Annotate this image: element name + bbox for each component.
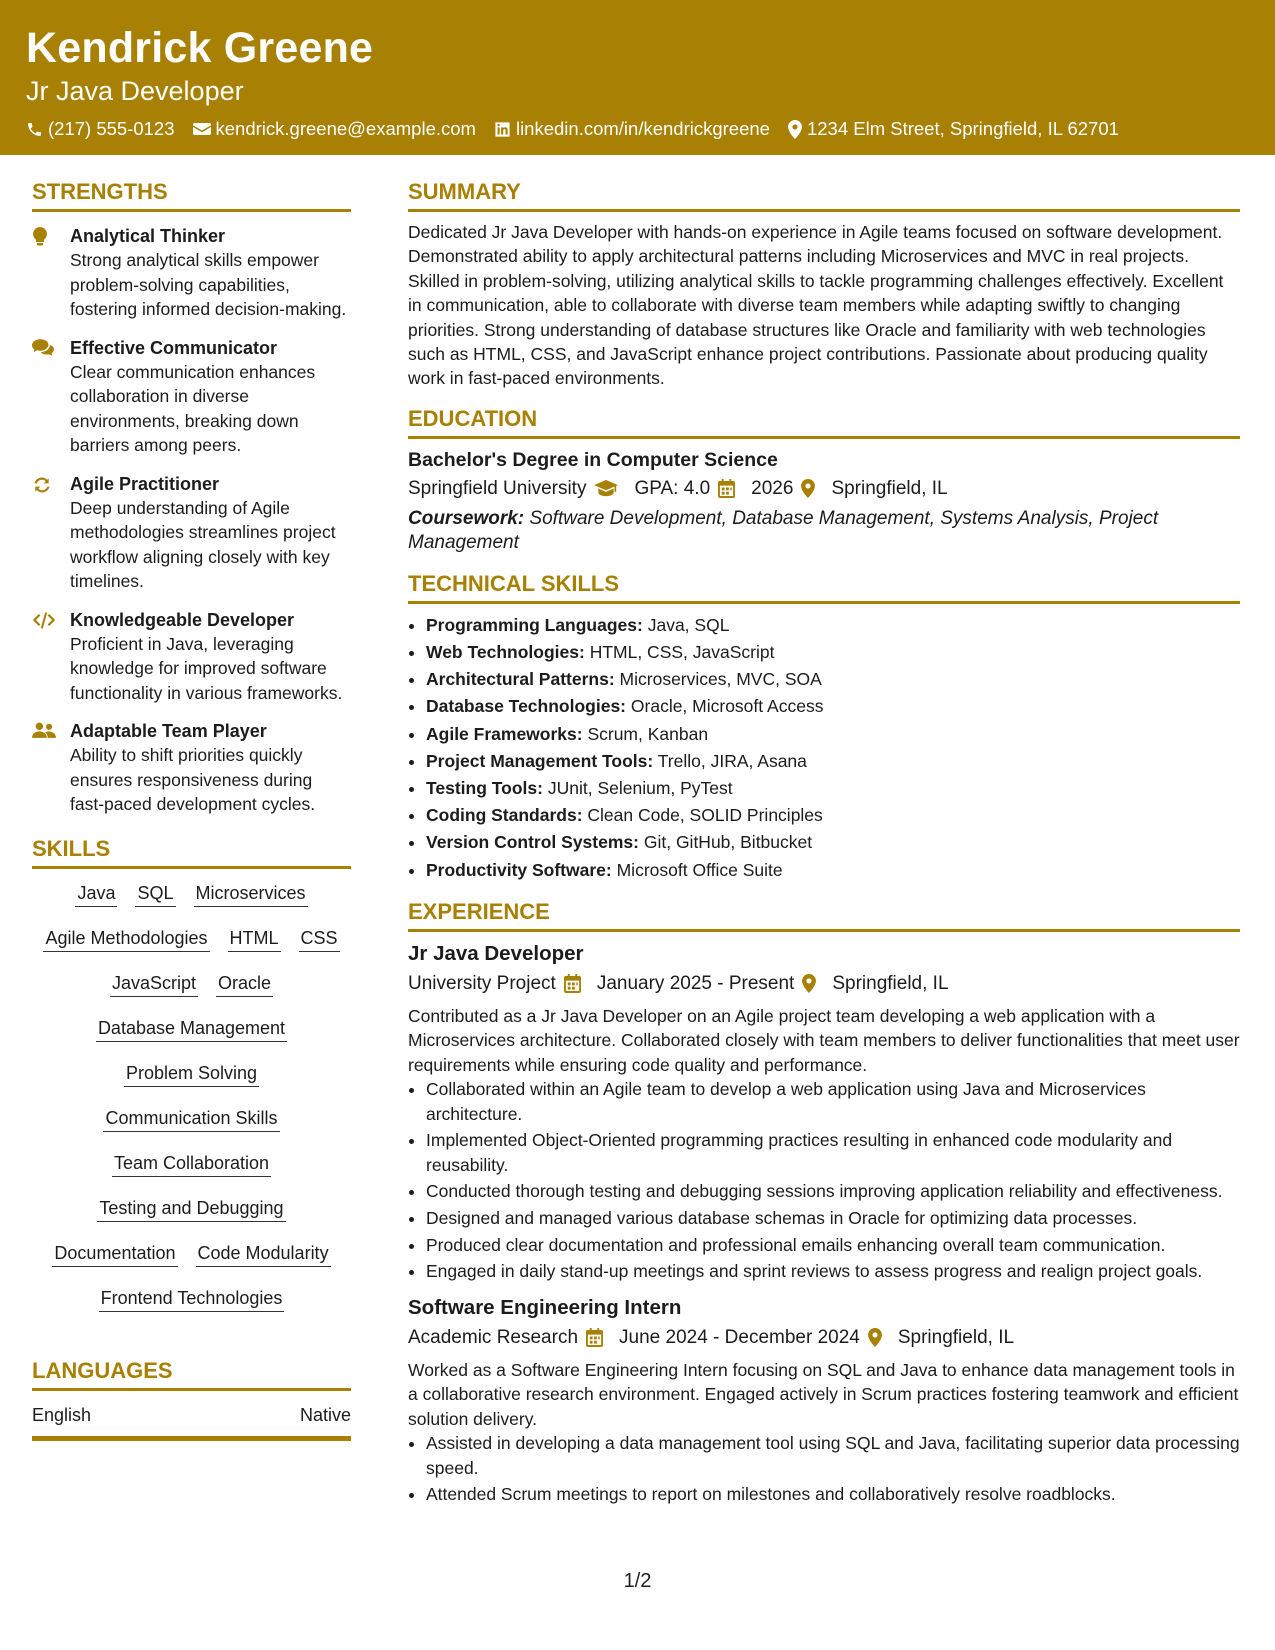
- skill-label: Productivity Software:: [426, 859, 612, 880]
- degree-title: Bachelor's Degree in Computer Science: [408, 448, 778, 471]
- strength-title: Effective Communicator: [70, 337, 278, 358]
- skill-tag: JavaScript: [110, 971, 198, 997]
- skills-tags: [32, 881, 351, 1331]
- job-location: Springfield, IL: [832, 972, 949, 994]
- skill-tag: Communication Skills: [103, 1106, 279, 1132]
- strengths-heading: STRENGTHS: [32, 178, 351, 212]
- skill-label: Web Technologies:: [426, 642, 585, 663]
- job-role: Jr Java Developer: [408, 941, 584, 965]
- list-item: [426, 802, 1240, 829]
- calendar-icon: [586, 1328, 603, 1347]
- contact-phone: [26, 118, 175, 140]
- job-title: Jr Java Developer: [26, 76, 244, 106]
- strength-desc: Strong analytical skills empower problem-solving capabilities, fostering informed decision-making.: [70, 250, 347, 319]
- chat-bubbles-icon: [32, 339, 54, 356]
- job-entry: [408, 1294, 1240, 1507]
- list-item: • Collaborated within an Agile team to develop a web application using Java and Microservices architecture.: [426, 1077, 1240, 1126]
- contact-bar: [26, 118, 1275, 140]
- list-item: • Implemented Object-Oriented programming practices resulting in enhanced code modularity and reusability.: [426, 1128, 1240, 1177]
- phone-text: (217) 555-0123: [48, 118, 175, 139]
- map-pin-icon: [801, 479, 815, 498]
- sync-icon: [32, 475, 52, 495]
- skill-value: Git, GitHub, Bitbucket: [643, 832, 813, 853]
- list-item: [426, 829, 1240, 856]
- skill-value: JUnit, Selenium, PyTest: [547, 778, 733, 799]
- resume-header: [0, 0, 1275, 155]
- graduation-year: 2026: [751, 477, 794, 499]
- skill-label: Coding Standards:: [426, 805, 583, 826]
- strength-desc: Proficient in Java, leveraging knowledge for improved software functionality in various frameworks.: [70, 633, 343, 703]
- calendar-icon: [564, 974, 581, 993]
- list-item: • Assisted in developing a data management tool using SQL and Java, facilitating superior data processing speed.: [426, 1431, 1240, 1480]
- strength-desc: Ability to shift priorities quickly ensures responsiveness during fast-paced development cycles.: [70, 745, 316, 814]
- language-row: [32, 1405, 351, 1441]
- strength-desc: Deep understanding of Agile methodologies streamlines project workflow aligning closely with key timelines.: [70, 497, 336, 591]
- skill-value: Clean Code, SOLID Principles: [587, 805, 823, 826]
- contact-linkedin[interactable]: [494, 118, 770, 140]
- list-item: [426, 639, 1240, 666]
- strength-title: Analytical Thinker: [70, 226, 226, 246]
- strength-item: [32, 472, 351, 594]
- lightbulb-icon: [32, 227, 48, 247]
- email-text: kendrick.greene@example.com: [215, 118, 476, 139]
- job-meta: [408, 1324, 1240, 1352]
- candidate-name: Kendrick Greene: [26, 24, 374, 72]
- summary-heading: SUMMARY: [408, 178, 1240, 212]
- left-column: [32, 178, 351, 1441]
- strength-title: Agile Practitioner: [70, 473, 220, 494]
- linkedin-text: linkedin.com/in/kendrickgreene: [515, 118, 770, 139]
- list-item: • Engaged in daily stand-up meetings and sprint reviews to assess progress and realign project goals.: [426, 1259, 1240, 1284]
- skill-tag: Microservices: [194, 881, 308, 907]
- job-dates: January 2025 - Present: [596, 972, 795, 994]
- language-level: Native: [299, 1404, 351, 1425]
- graduation-cap-icon: [594, 480, 618, 497]
- skill-tag: Problem Solving: [124, 1061, 259, 1087]
- skill-tag: Code Modularity: [196, 1241, 331, 1267]
- skill-tag: Documentation: [52, 1241, 177, 1267]
- skill-label: Agile Frameworks:: [426, 723, 583, 744]
- experience-heading: EXPERIENCE: [408, 898, 1240, 932]
- summary-text: Dedicated Jr Java Developer with hands-on experience in Agile teams focused on software development. Demonstrated ability to apply architectural patterns including Microservices and MVC in real projects. Skilled in problem-solving, utilizing analytical skills to tackle programming challenges effectively. Excellent in communication, able to collaborate with diverse team members while adapting swiftly to changing priorities. Strong understanding of database structures like Oracle and familiarity with web technologies such as HTML, CSS, and JavaScript enhance project contributions. Passionate about producing quality work in fast-paced environments.: [408, 222, 1224, 389]
- contact-email[interactable]: [193, 118, 476, 140]
- skill-value: Java, SQL: [647, 614, 730, 635]
- list-item: • Conducted thorough testing and debugging sessions improving application reliability and effectiveness.: [426, 1179, 1240, 1204]
- coursework-text: Software Development, Database Management, Systems Analysis, Project Management: [408, 507, 1159, 554]
- skill-label: Version Control Systems:: [426, 832, 639, 853]
- list-item: • Designed and managed various database schemas in Oracle for optimizing data processes.: [426, 1206, 1240, 1231]
- list-item: [426, 857, 1240, 884]
- technical-skills-section: [408, 570, 1240, 884]
- job-role: Software Engineering Intern: [408, 1295, 682, 1319]
- strength-title: Adaptable Team Player: [70, 721, 267, 741]
- coursework-label: Coursework:: [408, 507, 525, 529]
- education-heading: EDUCATION: [408, 405, 1240, 439]
- strength-item: [32, 336, 351, 458]
- summary-section: [408, 178, 1240, 391]
- contact-address: [788, 118, 1119, 140]
- gpa-text: GPA: 4.0: [634, 477, 711, 499]
- strength-item: [32, 224, 351, 322]
- job-location: Springfield, IL: [897, 1326, 1015, 1348]
- education-section: [408, 405, 1240, 556]
- list-item: • Produced clear documentation and professional emails enhancing overall team communication.: [426, 1233, 1240, 1258]
- school-location: Springfield, IL: [831, 477, 948, 499]
- skill-tag: Testing and Debugging: [97, 1196, 285, 1222]
- education-meta: [408, 475, 1240, 503]
- skill-label: Database Technologies:: [426, 696, 627, 717]
- skill-value: Microsoft Office Suite: [616, 859, 783, 880]
- map-pin-icon: [802, 974, 816, 993]
- technical-skills-heading: TECHNICAL SKILLS: [408, 570, 1240, 604]
- code-icon: [32, 611, 56, 629]
- page-number: 1/2: [623, 1570, 652, 1592]
- job-bullets: [408, 1431, 1240, 1507]
- job-meta: [408, 970, 1240, 998]
- job-description: Worked as a Software Engineering Intern focusing on SQL and Java to enhance data management tools in a collaborative research environment. Engaged actively in Scrum practices fostering teamwork and efficient solution delivery.: [408, 1359, 1239, 1429]
- skill-tag: Database Management: [96, 1016, 287, 1042]
- map-pin-icon: [788, 120, 802, 139]
- skill-tag: Java: [75, 881, 117, 907]
- list-item: [426, 666, 1240, 693]
- skill-label: Testing Tools:: [426, 778, 543, 799]
- strength-title: Knowledgeable Developer: [70, 609, 295, 630]
- skill-value: HTML, CSS, JavaScript: [589, 642, 775, 663]
- skill-label: Programming Languages:: [426, 614, 643, 635]
- skill-value: Trello, JIRA, Asana: [657, 750, 807, 771]
- strength-desc: Clear communication enhances collaboration in diverse environments, breaking down barriers among peers.: [70, 361, 316, 455]
- skills-heading: SKILLS: [32, 835, 351, 869]
- languages-heading: LANGUAGES: [32, 1357, 351, 1391]
- skill-label: Project Management Tools:: [426, 750, 654, 771]
- strength-item: [32, 608, 351, 706]
- job-org: Academic Research: [408, 1326, 579, 1348]
- skill-tag: HTML: [228, 926, 281, 952]
- right-column: [408, 178, 1240, 1509]
- phone-icon: [26, 121, 43, 138]
- list-item: [426, 775, 1240, 802]
- linkedin-icon: [494, 121, 511, 138]
- skill-tag: Oracle: [216, 971, 273, 997]
- skill-label: Architectural Patterns:: [426, 669, 615, 690]
- skill-tag: Frontend Technologies: [99, 1286, 285, 1312]
- job-org: University Project: [408, 972, 556, 994]
- list-item: • Attended Scrum meetings to report on milestones and collaboratively resolve roadblocks.: [426, 1482, 1240, 1507]
- job-bullets: [408, 1077, 1240, 1284]
- skill-value: Scrum, Kanban: [587, 723, 709, 744]
- skill-value: Oracle, Microsoft Access: [630, 696, 824, 717]
- skill-tag: Agile Methodologies: [43, 926, 209, 952]
- list-item: [426, 721, 1240, 748]
- job-description: Contributed as a Jr Java Developer on an Agile project team developing a web application with a Microservices architecture. Collaborated closely with team members to deliver functionalities that meet user requirements while ensuring code quality and performance.: [408, 1005, 1240, 1075]
- skill-value: Microservices, MVC, SOA: [619, 669, 822, 690]
- language-name: English: [32, 1404, 92, 1425]
- strengths-list: [32, 224, 351, 817]
- skill-tag: CSS: [299, 926, 340, 952]
- map-pin-icon: [868, 1328, 882, 1347]
- address-text: 1234 Elm Street, Springfield, IL 62701: [806, 118, 1119, 139]
- users-icon: [32, 722, 56, 739]
- list-item: [426, 748, 1240, 775]
- job-entry: [408, 940, 1240, 1284]
- envelope-icon: [193, 121, 211, 137]
- list-item: [426, 612, 1240, 639]
- experience-section: [408, 898, 1240, 1507]
- list-item: [426, 693, 1240, 720]
- strength-item: [32, 719, 351, 817]
- technical-skills-list: [408, 612, 1240, 884]
- calendar-icon: [718, 479, 735, 498]
- skill-tag: Team Collaboration: [112, 1151, 271, 1177]
- job-dates: June 2024 - December 2024: [619, 1326, 860, 1348]
- school-name: Springfield University: [408, 477, 587, 499]
- coursework: [408, 507, 1240, 556]
- skill-tag: SQL: [135, 881, 175, 907]
